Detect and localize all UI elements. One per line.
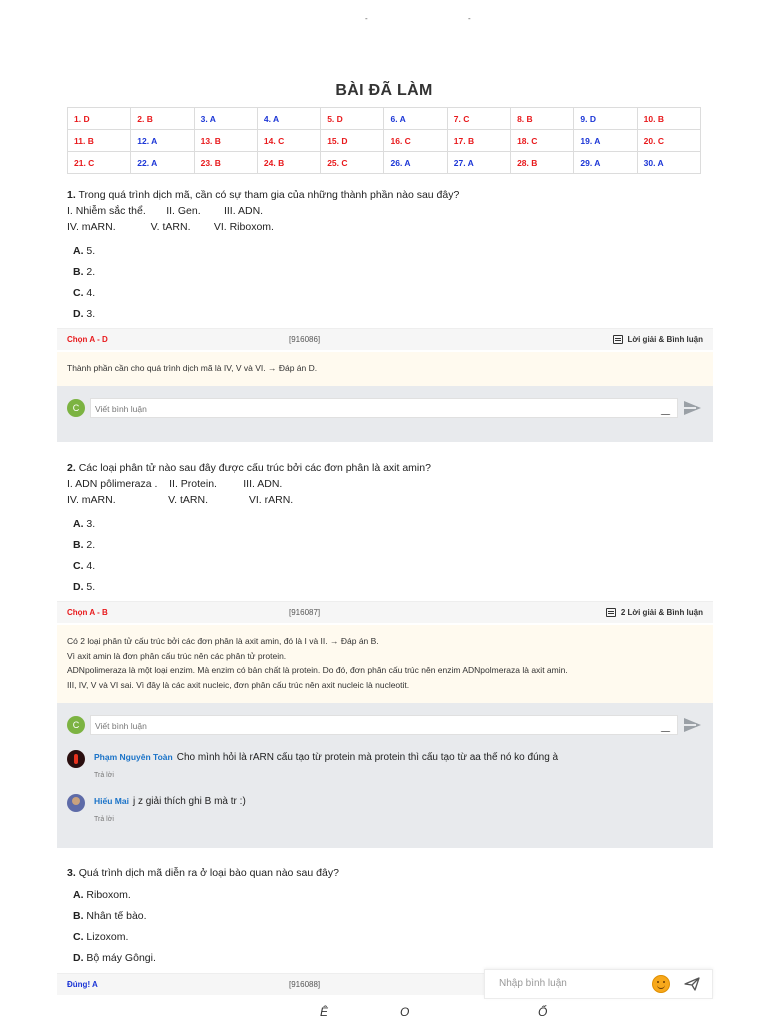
question-statement: IV. mARN. V. tARN. VI. rARN. — [67, 494, 294, 506]
solution-link[interactable]: 2 Lời giải & Bình luận — [606, 608, 703, 617]
answer-cell[interactable]: 14. C — [257, 130, 320, 152]
answer-cell[interactable]: 30. A — [637, 152, 700, 174]
comment-area — [57, 703, 713, 848]
avatar — [67, 750, 85, 768]
avatar: C — [67, 716, 85, 734]
chosen-answer: Đúng! A — [67, 980, 98, 989]
answer-cell[interactable]: 8. B — [511, 108, 574, 130]
top-mark: - — [365, 14, 368, 23]
comment-input[interactable]: Viết bình luận — [90, 398, 678, 418]
option-c[interactable]: C. 4. — [73, 560, 96, 572]
option-b[interactable]: B. 2. — [73, 539, 96, 551]
option-b[interactable]: B. 2. — [73, 266, 96, 278]
question-statement: I. ADN pôlimeraza . II. Protein. III. ADN. — [67, 478, 283, 490]
question-text — [67, 460, 713, 476]
top-marks — [0, 14, 768, 26]
answer-cell[interactable]: 18. C — [511, 130, 574, 152]
option-d[interactable]: D. 5. — [73, 581, 96, 593]
option-a[interactable]: A. Riboxom. — [73, 889, 131, 901]
option-c[interactable]: C. Lizoxom. — [73, 931, 129, 943]
answer-cell[interactable]: 9. D — [574, 108, 637, 130]
answer-cell[interactable]: 29. A — [574, 152, 637, 174]
explanation-line: III, IV, V và VI sai. Vì đây là các axit nucleic, đơn phân cấu trúc nên axit nucleic là nucleotit. — [67, 679, 410, 690]
option-b[interactable]: B. Nhân tế bào. — [73, 910, 147, 922]
page-title: BÀI ĐÃ LÀM — [335, 82, 433, 99]
question-body: Các loại phân tử nào sau đây được cấu trúc bởi các đơn phân là axit amin? — [78, 462, 431, 474]
option-d[interactable]: D. 3. — [73, 308, 96, 320]
question-text — [67, 865, 713, 881]
answer-cell[interactable]: 19. A — [574, 130, 637, 152]
avatar: C — [67, 399, 85, 417]
answer-cell[interactable]: 10. B — [637, 108, 700, 130]
question-text — [67, 187, 713, 203]
resize-handle-icon[interactable] — [661, 723, 679, 732]
comment-input-placeholder[interactable]: Nhập bình luận — [499, 978, 567, 989]
emoji-icon[interactable] — [652, 975, 670, 993]
answer-cell[interactable]: 15. D — [321, 130, 384, 152]
answer-cell[interactable]: 4. A — [257, 108, 320, 130]
answer-cell[interactable]: 1. D — [68, 108, 131, 130]
answer-cell[interactable]: 16. C — [384, 130, 447, 152]
explanation — [57, 625, 713, 703]
question-number: 3. — [67, 867, 76, 879]
question-1 — [67, 187, 713, 325]
answer-cell[interactable]: 2. B — [131, 108, 194, 130]
comment-author[interactable]: Phạm Nguyên Toàn — [94, 752, 173, 762]
explanation-line: Có 2 loại phân tử cấu trúc bởi các đơn phân là axit amin, đó là I và II. → Đáp án B. — [67, 636, 379, 646]
glyph: O — [400, 1005, 410, 1019]
question-statement: I. Nhiễm sắc thể. II. Gen. III. ADN. — [67, 205, 264, 217]
avatar — [67, 794, 85, 812]
comment-icon — [606, 608, 616, 617]
comment-row — [67, 397, 703, 419]
question-3 — [67, 865, 713, 969]
answer-cell[interactable]: 26. A — [384, 152, 447, 174]
user-comment — [67, 750, 703, 790]
answer-sheet-row — [68, 152, 701, 174]
answer-cell[interactable]: 23. B — [194, 152, 257, 174]
comment-area — [57, 386, 713, 442]
answer-bar — [57, 601, 713, 623]
answer-cell[interactable]: 24. B — [257, 152, 320, 174]
bottom-comment-bar[interactable] — [484, 969, 713, 999]
question-statement: IV. mARN. V. tARN. VI. Riboxom. — [67, 221, 274, 233]
answer-sheet-row — [68, 130, 701, 152]
answer-cell[interactable]: 21. C — [68, 152, 131, 174]
comment-icon — [613, 335, 623, 344]
question-number: 1. — [67, 189, 76, 201]
comment-input[interactable]: Viết bình luận — [90, 715, 678, 735]
answer-cell[interactable]: 6. A — [384, 108, 447, 130]
send-plane-icon[interactable] — [684, 977, 700, 991]
answer-cell[interactable]: 28. B — [511, 152, 574, 174]
solution-link[interactable]: Lời giải & Bình luận — [613, 335, 703, 344]
answer-cell[interactable]: 7. C — [447, 108, 510, 130]
answer-bar — [57, 973, 487, 995]
question-number: 2. — [67, 462, 76, 474]
explanation-line: Thành phần cần cho quá trình dịch mã là IV, V và VI. → Đáp án D. — [67, 363, 318, 373]
answer-cell[interactable]: 27. A — [447, 152, 510, 174]
chosen-answer: Chọn A - D — [67, 335, 108, 344]
explanation-line: Vì axit amin là đơn phân cấu trúc nên các phân tử protein. — [67, 650, 287, 661]
answer-cell[interactable]: 17. B — [447, 130, 510, 152]
comment-text: j z giải thích ghi B mà tr :) — [132, 796, 246, 807]
comment-author[interactable]: Hiếu Mai — [94, 796, 129, 806]
answer-cell[interactable]: 12. A — [131, 130, 194, 152]
answer-cell[interactable]: 22. A — [131, 152, 194, 174]
chosen-answer: Chọn A - B — [67, 608, 108, 617]
top-mark: - — [468, 14, 471, 23]
answer-cell[interactable]: 13. B — [194, 130, 257, 152]
answer-cell[interactable]: 3. A — [194, 108, 257, 130]
answer-cell[interactable]: 20. C — [637, 130, 700, 152]
send-icon[interactable] — [684, 401, 701, 415]
option-a[interactable]: A. 5. — [73, 245, 96, 257]
answer-sheet — [67, 107, 701, 174]
answer-cell[interactable]: 25. C — [321, 152, 384, 174]
question-body: Quá trình dịch mã diễn ra ở loại bào quan nào sau đây? — [78, 867, 339, 879]
option-d[interactable]: D. Bộ máy Gôngi. — [73, 952, 156, 964]
glyph: Ổ — [538, 1005, 548, 1019]
question-2 — [67, 460, 713, 598]
send-icon[interactable] — [684, 718, 701, 732]
answer-bar — [57, 328, 713, 350]
explanation — [57, 352, 713, 386]
user-comment — [67, 794, 703, 834]
question-id: [916088] — [289, 980, 321, 989]
explanation-line: ADNpolimeraza là một loại enzim. Mà enzim có bản chất là protein. Do đó, đơn phân cấu trúc nên enzim ADNpolmeraza là axit amin. — [67, 665, 568, 675]
reply-link[interactable]: Trả lời — [94, 816, 114, 823]
reply-link[interactable]: Trả lời — [94, 772, 114, 779]
option-c[interactable]: C. 4. — [73, 287, 96, 299]
question-id: [916087] — [289, 608, 321, 617]
answer-cell[interactable]: 11. B — [68, 130, 131, 152]
question-body: Trong quá trình dịch mã, cần có sự tham gia của những thành phần nào sau đây? — [78, 189, 460, 201]
option-a[interactable]: A. 3. — [73, 518, 96, 530]
comment-row — [67, 714, 703, 736]
answer-sheet-row — [68, 108, 701, 130]
comment-text: Cho mình hỏi là rARN cấu tạo từ protein mà protein thì cấu tạo từ aa thế nó ko đúng à — [176, 752, 559, 763]
bottom-glyphs — [0, 1005, 768, 1023]
resize-handle-icon[interactable] — [661, 406, 679, 415]
glyph: Ê — [320, 1005, 329, 1019]
answer-cell[interactable]: 5. D — [321, 108, 384, 130]
question-id: [916086] — [289, 335, 321, 344]
